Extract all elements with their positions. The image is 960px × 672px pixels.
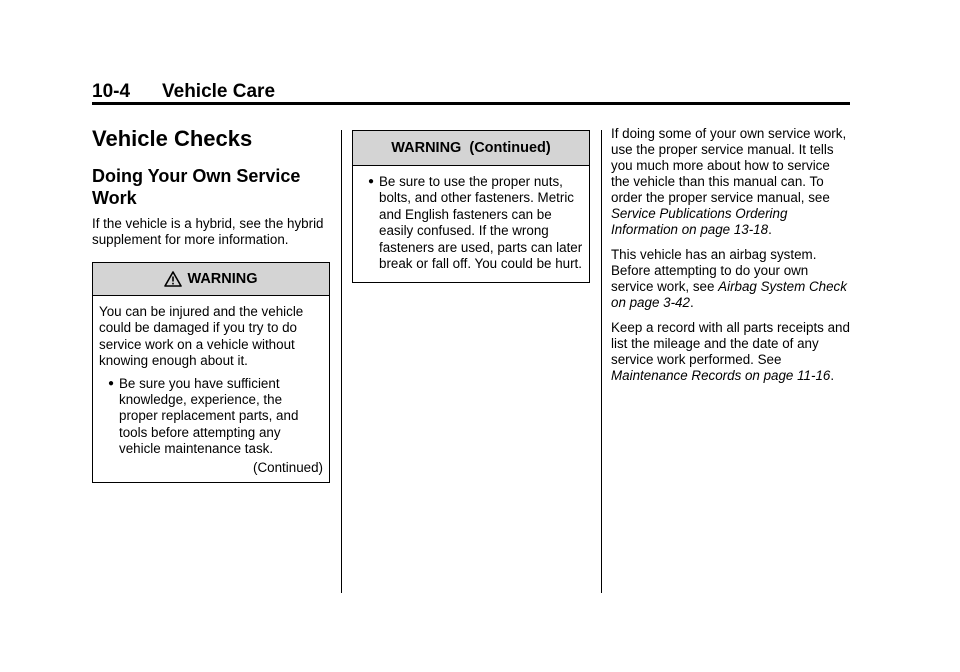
page-header (92, 80, 850, 104)
column-divider (601, 130, 602, 593)
continued-note: (Continued) (253, 459, 323, 475)
warning-label: WARNING (Continued) (391, 140, 551, 156)
paragraph-end: . (830, 368, 835, 383)
paragraph-text: Keep a record with all parts receipts and list the mileage and the date of any service work performed. See (611, 320, 850, 367)
paragraph-text: This vehicle has an airbag system. Before attempting to do your own service work, see (611, 247, 817, 294)
intro-text: If the vehicle is a hybrid, see the hybrid supplement for more information. (92, 216, 324, 247)
paragraph-end: . (689, 295, 694, 310)
warning-header (353, 131, 589, 166)
column-divider (341, 130, 342, 593)
paragraph (611, 247, 851, 311)
bullet-icon: ● (368, 176, 375, 187)
bullet-text: Be sure you have sufficient knowledge, experience, the proper replacement parts, and tools before attempting any vehicle maintenance task. (119, 375, 299, 457)
cross-reference-link[interactable]: Service Publications Ordering Information on page 13-18 (611, 206, 788, 237)
section-title: Vehicle Care (162, 81, 276, 102)
warning-bullet (359, 174, 583, 272)
cross-reference-link[interactable]: Maintenance Records on page 11-16 (611, 368, 831, 383)
warning-text: You can be injured and the vehicle could be damaged if you try to do service work on a vehicle without knowing enough about it. (99, 304, 304, 369)
warning-header (93, 263, 329, 296)
page-title: Vehicle Checks (92, 126, 253, 151)
header-rule (92, 102, 850, 105)
column-2 (352, 126, 590, 283)
paragraph (611, 320, 851, 384)
warning-box (92, 262, 330, 483)
bullet-icon: ● (108, 377, 115, 389)
warning-box-continued (352, 130, 590, 283)
column-3 (611, 126, 851, 393)
page-number: 10-4 (92, 81, 131, 102)
warning-label: WARNING (187, 271, 258, 287)
paragraph (611, 126, 851, 238)
paragraph-end: . (768, 222, 772, 237)
column-1 (92, 126, 330, 483)
warning-triangle-icon (164, 271, 182, 287)
warning-bullet (99, 376, 323, 458)
cross-reference-link[interactable]: Airbag System Check on page 3-42 (611, 279, 847, 310)
bullet-text: Be sure to use the proper nuts, bolts, and other fasteners. Metric and English fasteners can be easily confused. If the wrong fasteners are used, parts can later break or fall off. You could be hurt. (379, 174, 583, 272)
paragraph-text: If doing some of your own service work, use the proper service manual. It tells you much more about how to service the vehicle than this manual can. To order the proper service manual, see (611, 126, 847, 205)
section-heading: Doing Your Own Service Work (92, 166, 301, 208)
